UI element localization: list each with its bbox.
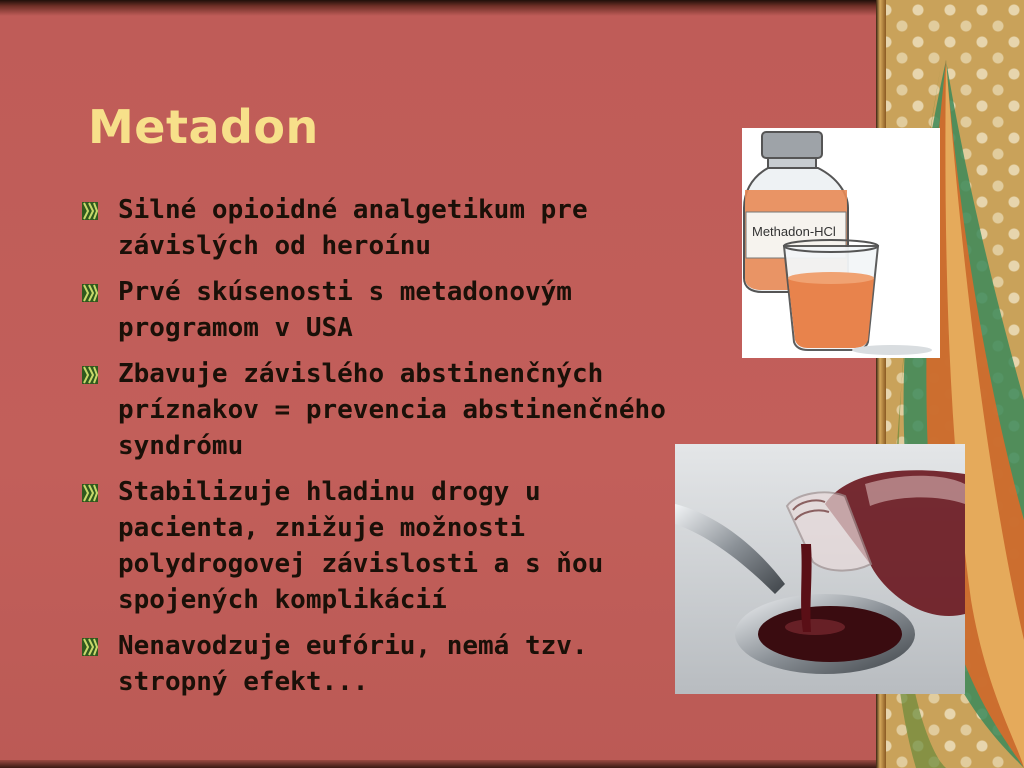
bottle-label-text: Methadon-HCl [752, 224, 836, 239]
bullet-text: Nenavodzuje eufóriu, nemá tzv. stropný efekt... [118, 631, 588, 697]
slide-title: Metadon [88, 100, 319, 154]
syrup-spoon-image [675, 444, 965, 694]
spoon-syrup-icon [675, 444, 965, 694]
striped-bullet-icon [80, 200, 100, 222]
striped-bullet-icon [80, 282, 100, 304]
bullet-text: Silné opioidné analgetikum pre závislých od heroínu [118, 195, 588, 261]
bullet-text: Zbavuje závislého abstinenčných príznakov = prevencia abstinenčného syndrómu [118, 359, 666, 461]
striped-bullet-icon [80, 364, 100, 386]
bullet-list [80, 192, 670, 710]
bullet-item [80, 628, 670, 700]
bullet-item [80, 192, 670, 264]
striped-bullet-icon [80, 636, 100, 658]
bullet-text: Prvé skúsenosti s metadonovým programom v USA [118, 277, 572, 343]
striped-bullet-icon [80, 482, 100, 504]
bullet-item [80, 274, 670, 346]
bullet-text: Stabilizuje hladinu drogy u pacienta, znižuje možnosti polydrogovej závislosti a s ňou spojených komplikácií [118, 477, 604, 615]
bottle-and-glass-icon [742, 128, 940, 358]
bullet-item [80, 356, 670, 464]
bullet-item [80, 474, 670, 618]
methadone-bottle-image [742, 128, 940, 358]
panel-bottom-edge [0, 760, 880, 768]
